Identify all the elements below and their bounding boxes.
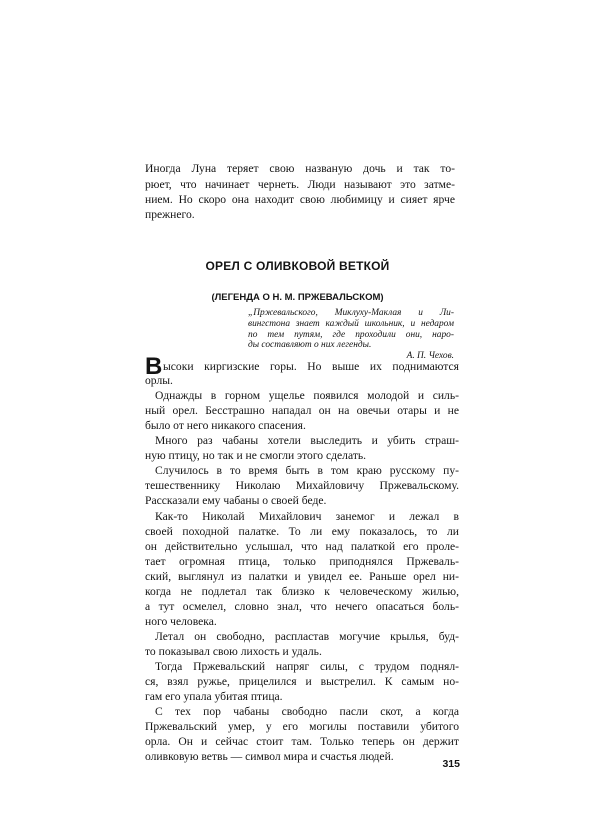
drop-cap: В [145, 353, 163, 380]
body-line: Рассказали ему чабаны о своей беде. [145, 494, 327, 508]
body-line: гам его упала убитая птица. [145, 690, 283, 703]
body-line: своей походной палатке. То ли ему показалось, то ли [145, 524, 459, 538]
body-line: ную птицу, но так и не смогли этого сделать. [145, 449, 367, 463]
body-line: ся, взял ружье, прицелился и выстрелил. К самым но- [145, 675, 459, 688]
body-line: Летал он свободно, распластав могучие крылья, буд- [155, 629, 459, 643]
body-line: ного человека. [145, 614, 217, 628]
body-line: Как-то Николай Михайлович занемог и лежал в [155, 509, 459, 523]
body-line: когда не подлетал так близко к человеческому жилью, [145, 584, 459, 598]
body-line: орла. Он и сейчас стоит там. Только теперь он держит [145, 735, 459, 749]
epigraph-line: вингстона знает каждый школьник, и недаром [248, 319, 454, 329]
body-line: Пржевальский умер, у его могилы поставили убитого [145, 720, 459, 734]
body-line: тает огромная птица, только приподнялся Пржеваль- [145, 554, 459, 568]
story-title: ОРЕЛ С ОЛИВКОВОЙ ВЕТКОЙ [205, 259, 390, 273]
epigraph-line: ды составляют о них легенды. [248, 340, 372, 350]
intro-line: Иногда Луна теряет свою названую дочь и так то- [145, 162, 455, 175]
story-subtitle: (ЛЕГЕНДА О Н. М. ПРЖЕВАЛЬСКОМ) [211, 292, 384, 303]
body-line: ный орел. Бесстрашно нападал он на овечьи отары и не [145, 404, 459, 418]
body-line: ский, выглянул из палатки и увидел ее. Раньше орел ни- [145, 569, 459, 583]
intro-line: прежнего. [145, 208, 195, 221]
body-line: то показывал свою лихость и удаль. [145, 644, 322, 658]
body-line: орлы. [145, 374, 173, 387]
body-line: было от него никакого спасения. [145, 419, 306, 433]
body-line: он действительно услышал, что над палаткой его проле- [145, 539, 459, 553]
body-line: Случилось в то время быть в том краю русскому пу- [155, 464, 459, 478]
epigraph-line: по тем путям, где проходили они, наро- [248, 330, 454, 340]
epigraph-author: А. П. Чехов. [406, 351, 454, 361]
body-line: а тут осмелел, словно знал, что нечего опасаться боль- [145, 599, 459, 613]
intro-line: нием. Но скоро она находит свою любимицу и сияет ярче [145, 193, 455, 206]
body-line: С тех пор чабаны свободно пасли скот, а когда [155, 705, 459, 719]
body-line: Однажды в горном ущелье появился молодой и силь- [155, 389, 459, 403]
body-line: Тогда Пржевальский напряг силы, с трудом поднял- [155, 660, 459, 673]
body-line: оливковую ветвь — символ мира и счастья людей. [145, 750, 394, 764]
epigraph-line: „Пржевальского, Миклуху-Маклая и Ли- [248, 308, 454, 318]
body-line: ысоки киргизские горы. Но выше их поднимаются [163, 360, 459, 373]
body-line: тешественнику Николаю Михайловичу Пржевальскому. [145, 479, 459, 493]
page-number: 315 [442, 758, 460, 770]
intro-line: рюет, что начинает чернеть. Люди называют это затме- [145, 178, 455, 191]
body-line: Много раз чабаны хотели выследить и убить страш- [155, 434, 459, 448]
